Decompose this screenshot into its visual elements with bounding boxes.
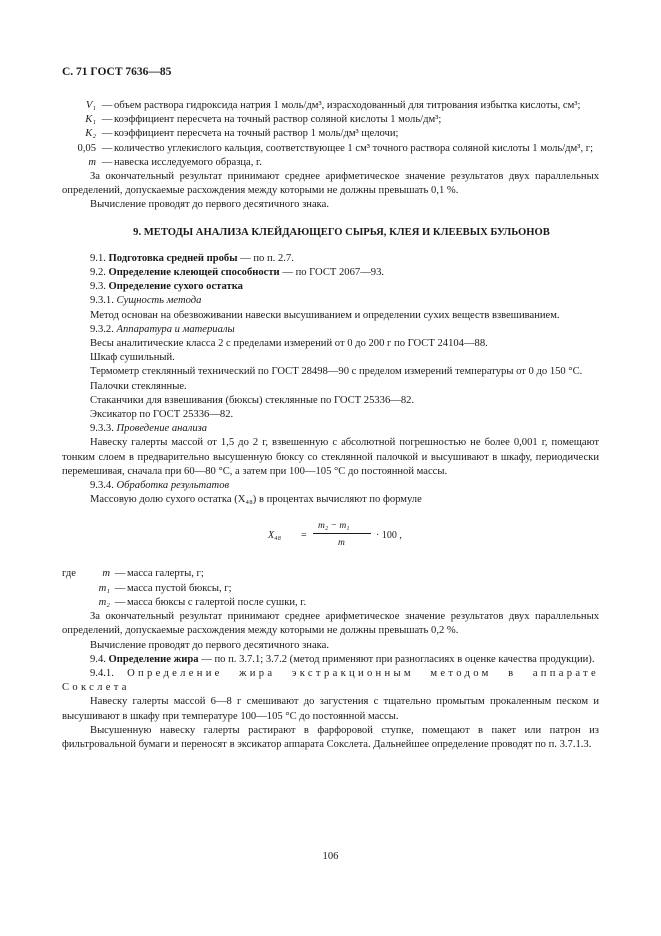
equipment-item: Шкаф сушильный. [90, 352, 175, 364]
definition-item [62, 113, 599, 127]
clause-9-2 [62, 266, 599, 280]
clause-9-3-2 [62, 323, 599, 337]
where-text: масса галерты, г; [127, 568, 204, 580]
definition-item [62, 156, 599, 170]
clause-number: 9.3. [90, 281, 106, 293]
clause-number: 9.4. [90, 653, 106, 665]
clause-title: Определение сухого остатка [108, 281, 243, 293]
clause-title: Проведение анализа [116, 423, 208, 435]
where-dash: — [114, 596, 126, 608]
definition-symbol: m [88, 156, 96, 168]
definition-symbol: 0,05 [77, 142, 96, 154]
definition-text: количество углекислого кальция, соответствующее 1 см³ точного раствора соляной кислоты 1 моль/дм³, г; [114, 142, 594, 154]
clause-9-3-3 [62, 422, 599, 436]
where-text: масса пустой бюксы, г; [127, 582, 232, 594]
clause-title: Обработка результатов [116, 480, 230, 492]
clause-9-3 [62, 280, 599, 294]
equipment-item: Эксикатор по ГОСТ 25336—82. [90, 409, 234, 421]
formula-lhs: X₄₈ [268, 530, 282, 542]
clause-9-3-4 [62, 479, 599, 493]
clause-number: 9.2. [90, 267, 106, 279]
definition-dash: — [101, 142, 113, 154]
definition-symbol: V₁ [85, 100, 96, 111]
where-symbol: m₁ [98, 582, 110, 594]
calculation-note: Вычисление проводят до первого десятичного знака. [90, 639, 329, 651]
equipment-item: Стаканчики для взвешивания (бюксы) стеклянные по ГОСТ 25336—82. [90, 394, 415, 406]
definition-symbol: K₁ [85, 114, 96, 126]
fat-paragraph: Высушенную навеску галерты растирают в фарфоровой ступке, помещают в пакет или патрон из фильтровальной бумаги и переносят в эксикатор аппарата Сокслета. Дальнейшее определение проводят по п. 3.7.1.3. [62, 724, 599, 750]
definition-item [62, 127, 599, 141]
clause-number: 9.3.4. [90, 480, 114, 492]
formula-block [62, 519, 599, 557]
section-heading: 9. МЕТОДЫ АНАЛИЗА КЛЕЙДАЮЩЕГО СЫРЬЯ, КЛЕЯ И КЛЕЕВЫХ БУЛЬОНОВ [133, 226, 550, 238]
definitions-list [62, 99, 599, 170]
result-paragraph: За окончательный результат принимают среднее арифметическое значение результатов двух параллельных определений, допускаемые расхождения между которыми не должны превышать 0,1 %. [62, 171, 599, 197]
clause-number: 9.1. [90, 252, 106, 264]
page-number: 106 [322, 851, 339, 862]
where-dash: — [114, 568, 126, 580]
calculation-note: Вычисление проводят до первого десятичного знака. [90, 199, 329, 211]
definition-dash: — [101, 156, 113, 168]
formula-equals: = [301, 530, 307, 542]
clause-title: Сущность метода [116, 295, 202, 307]
formula-numerator: m₂ − m₁ [318, 521, 350, 532]
clause-title: Аппаратура и материалы [116, 323, 235, 335]
clause-title: Определение жира экстракционным методом в аппарате Сокслета [62, 667, 599, 694]
where-text: масса бюксы с галертой после сушки, г. [127, 596, 307, 608]
clause-9-4-1 [62, 667, 599, 695]
definition-dash: — [101, 100, 113, 111]
result-paragraph: За окончательный результат принимают среднее арифметическое значение результатов двух параллельных определений, допускаемые расхождения между которыми не должны превышать 0,2 %. [62, 611, 599, 637]
where-list [62, 567, 599, 610]
where-item [62, 567, 599, 581]
where-item [62, 582, 599, 596]
definition-text: коэффициент пересчета на точный раствор соляной кислоты 1 моль/дм³; [114, 114, 442, 126]
clause-title: Определение клеющей способности [108, 267, 280, 279]
clause-9-1 [62, 252, 599, 266]
fraction-bar [313, 533, 371, 534]
page-content [62, 99, 599, 752]
where-symbol: m₂ [98, 596, 110, 608]
page-header: С. 71 ГОСТ 7636—85 [62, 66, 172, 78]
definition-text: коэффициент пересчета на точный раствор 1 моль/дм³ щелочи; [114, 128, 399, 140]
where-dash: — [114, 582, 126, 594]
where-item [62, 596, 599, 610]
formula-multiplier: · 100 , [376, 530, 402, 542]
clause-title: Определение жира [108, 653, 199, 665]
equipment-item: Весы аналитические класса 2 с пределами измерений от 0 до 200 г по ГОСТ 24104—88. [90, 338, 488, 350]
definition-symbol: K₂ [85, 128, 96, 140]
definition-text: навеска исследуемого образца, г. [114, 156, 262, 168]
definition-dash: — [101, 128, 113, 140]
clause-number: 9.3.1. [90, 295, 114, 307]
formula-denominator: m [338, 538, 345, 549]
clause-text: — по ГОСТ 2067—93. [279, 267, 385, 279]
equipment-item: Палочки стеклянные. [90, 380, 187, 392]
formula-intro: Массовую долю сухого остатка (X₄₈) в процентах вычисляют по формуле [90, 494, 422, 506]
clause-number: 9.3.3. [90, 423, 114, 435]
definition-item [62, 99, 599, 113]
clause-number: 9.3.2. [90, 323, 114, 335]
clause-number: 9.4.1. [90, 667, 114, 679]
definition-text: объем раствора гидроксида натрия 1 моль/дм³, израсходованный для титрования избытка кислоты, см³; [114, 100, 581, 111]
clause-text: — по п. 3.7.1; 3.7.2 (метод применяют при разногласиях в оценке качества продукции). [198, 653, 595, 665]
clause-9-3-1 [62, 294, 599, 308]
where-lead: где [62, 568, 76, 580]
fat-paragraph: Навеску галерты массой 6—8 г смешивают до загустения с тщательно промытым прокаленным песком и высушивают в шкафу при температуре 100—105 °С до постоянной массы. [62, 696, 599, 722]
method-paragraph: Метод основан на обезвоживании навески высушиванием и определении сухих веществ взвешиванием. [90, 309, 560, 321]
analysis-paragraph: Навеску галерты массой от 1,5 до 2 г, взвешенную с абсолютной погрешностью не более 0,001 г, помещают тонким слоем в предварительно высушенную бюксу со стеклянной палочкой и высушивают в шкафу, периодически перемешивая, сначала при 60—80 °С, а затем при 100—105 °С до постоянной массы. [62, 437, 599, 477]
clause-title: Подготовка средней пробы [108, 252, 238, 264]
definition-item [62, 142, 599, 156]
equipment-item: Термометр стеклянный технический по ГОСТ 28498—90 с пределом измерений температуры от 0 до 150 °С. [90, 366, 583, 378]
definition-dash: — [101, 114, 113, 126]
where-symbol: m [102, 568, 110, 580]
clause-text: — по п. 2.7. [237, 252, 294, 264]
clause-9-4 [62, 653, 599, 667]
